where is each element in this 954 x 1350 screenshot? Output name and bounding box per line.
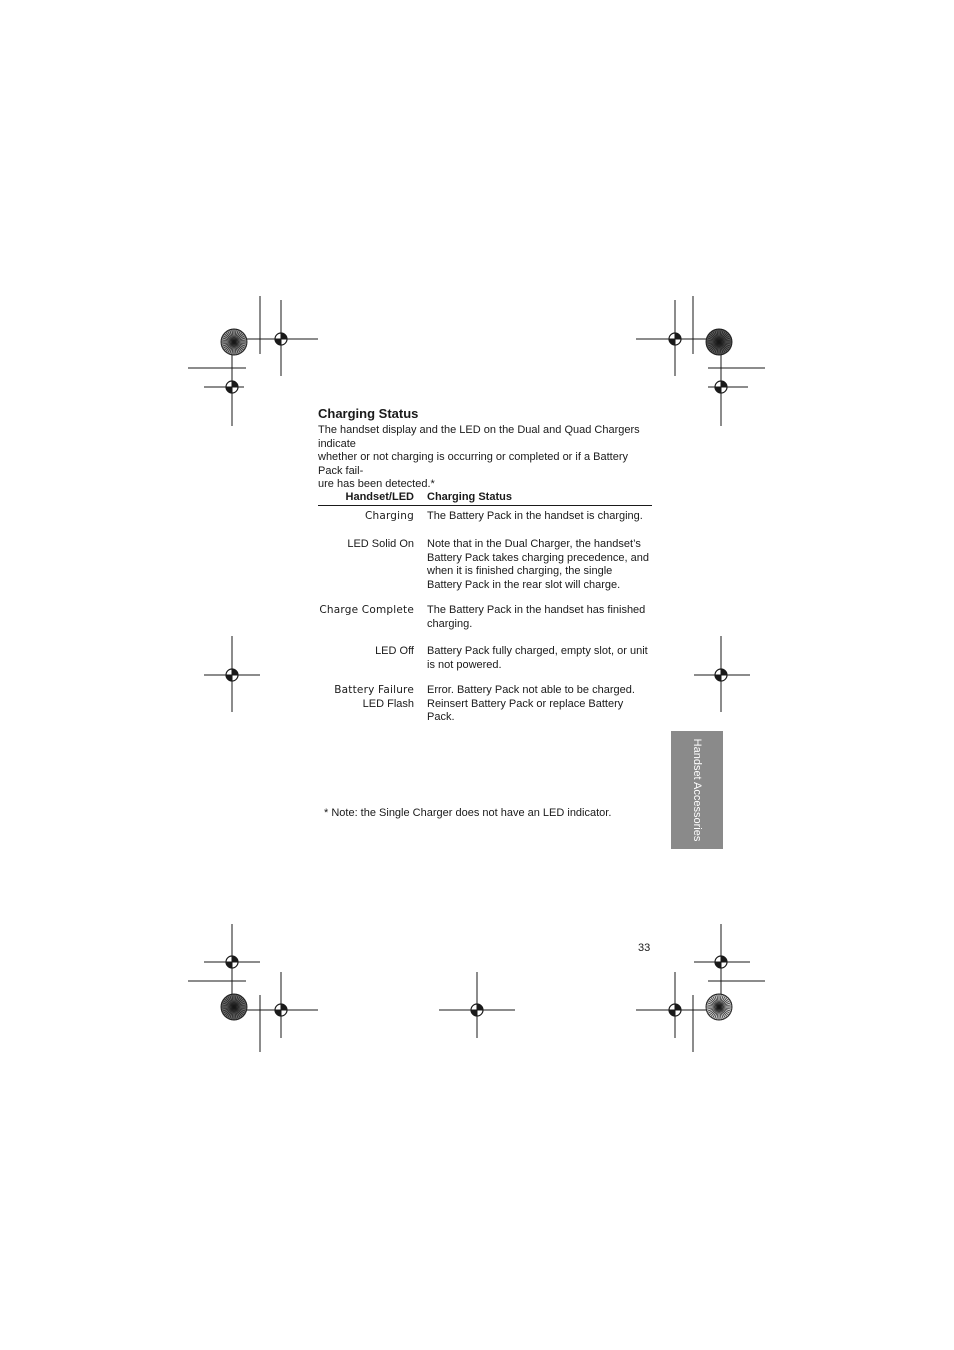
handset-state: Battery Failure LED Flash <box>318 684 427 725</box>
page-number: 33 <box>638 942 651 954</box>
intro-paragraph <box>318 424 652 492</box>
led-state: LED Off <box>375 645 414 657</box>
charging-status-text: The Battery Pack in the handset has finished charging. <box>427 604 646 630</box>
charging-status-text: Battery Pack fully charged, empty slot, or unit is not powered. <box>427 645 648 671</box>
led-state: LED Flash <box>362 697 414 710</box>
column-header-handset-led: Handset/LED <box>345 491 414 503</box>
intro-line: whether or not charging is occurring or completed or if a Battery Pack fail- <box>318 451 628 477</box>
table-row <box>318 604 652 631</box>
side-tab <box>671 731 723 849</box>
table-row <box>318 684 652 725</box>
handset-state: Charge Complete <box>319 604 414 616</box>
charging-status-text: Error. Battery Pack not able to be charged. Reinsert Battery Pack or replace Battery Pack. <box>427 684 635 723</box>
footnote: * Note: the Single Charger does not have an LED indicator. <box>324 807 612 819</box>
table-row <box>318 510 652 524</box>
led-state: LED Solid On <box>347 538 414 550</box>
intro-line: The handset display and the LED on the Dual and Quad Chargers indicate <box>318 424 640 450</box>
page-content <box>318 406 652 819</box>
charging-status-text: Note that in the Dual Charger, the handset’s Battery Pack takes charging precedence, and when it is finished charging, the single Battery Pack in the rear slot will charge. <box>427 538 649 591</box>
charging-status-text: The Battery Pack in the handset is charging. <box>427 510 643 522</box>
side-tab-label: Handset Accessories <box>691 738 703 842</box>
column-header-charging-status: Charging Status <box>427 491 512 503</box>
table-row <box>318 538 652 592</box>
handset-state: Charging <box>364 510 414 522</box>
table-header <box>318 490 652 506</box>
charging-status-table <box>318 490 652 819</box>
table-row <box>318 645 652 672</box>
intro-line: ure has been detected.* <box>318 478 435 490</box>
section-heading: Charging Status <box>318 406 419 421</box>
